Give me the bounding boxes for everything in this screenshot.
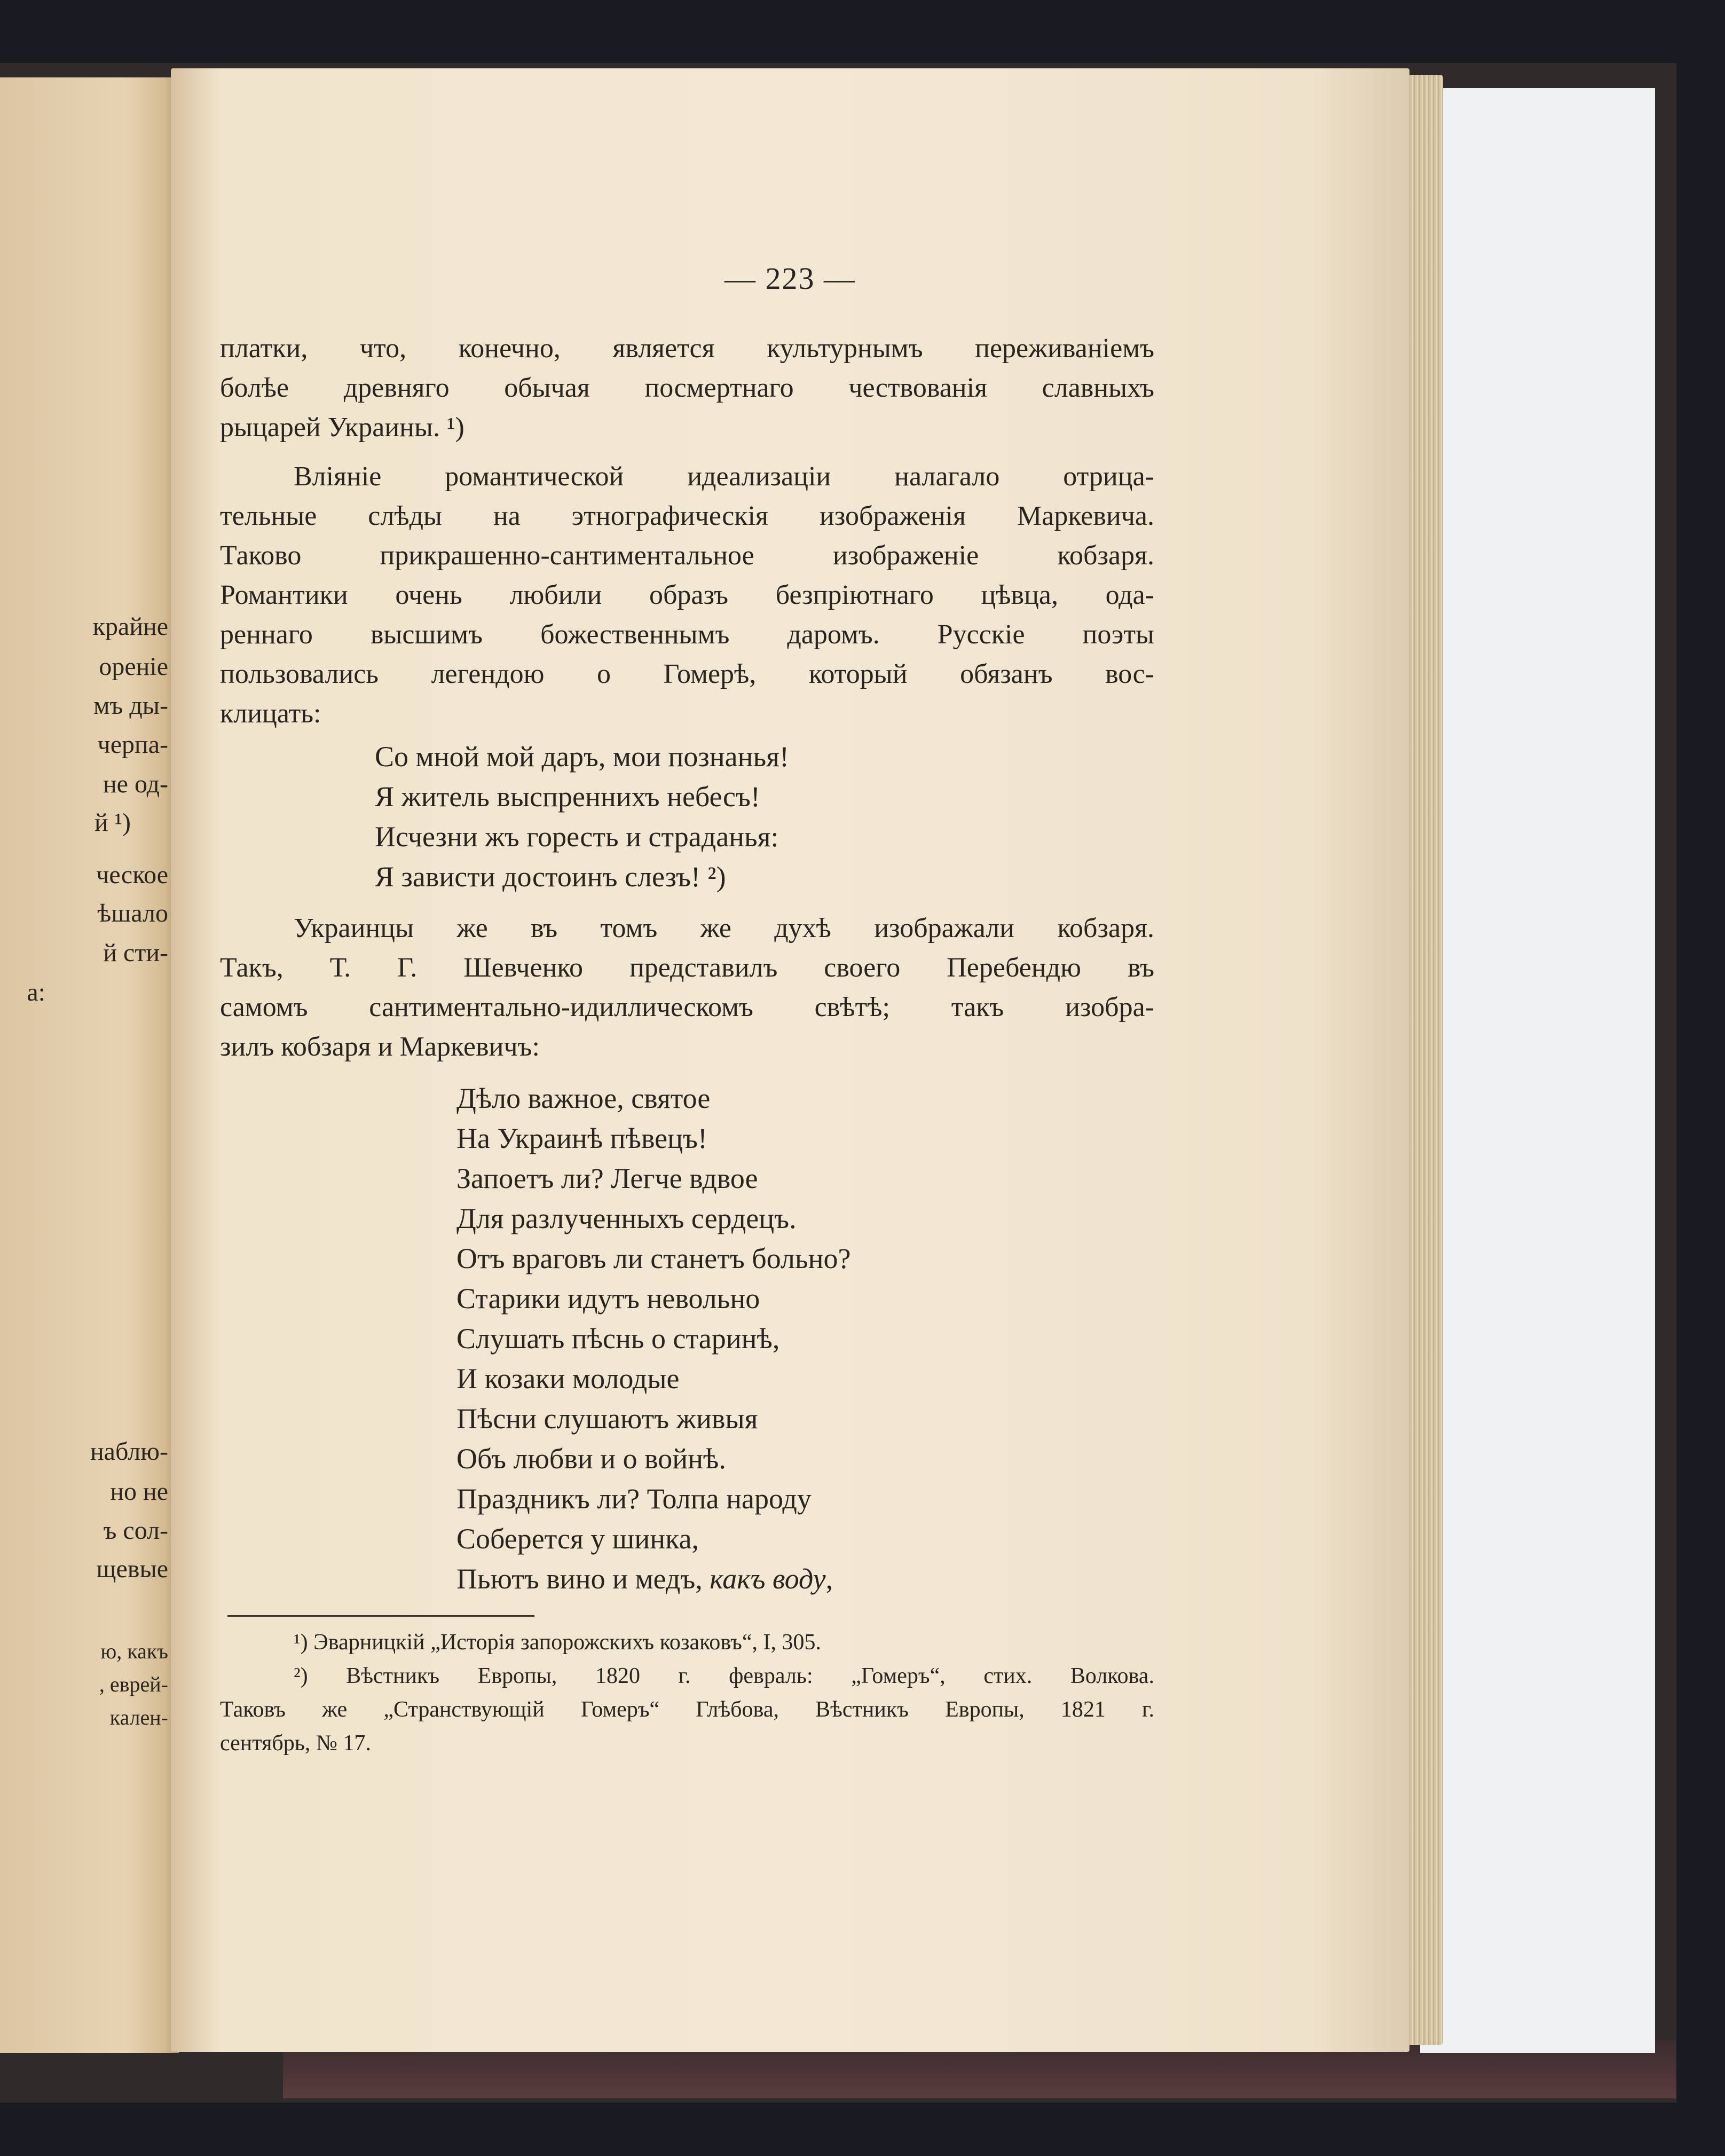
left-page-line: , еврей- xyxy=(99,1672,168,1696)
left-page-line: ю, какъ xyxy=(100,1639,168,1663)
verse-2 xyxy=(456,1079,851,1599)
text-line: зилъ кобзаря и Маркевичъ: xyxy=(220,1032,540,1062)
verse-text: , xyxy=(825,1563,833,1595)
verse-line: Дѣло важное, святое xyxy=(456,1082,711,1114)
left-page-line: щевые xyxy=(96,1555,168,1583)
verse-line: Я житель выспреннихъ небесъ! xyxy=(375,781,760,813)
verse-line xyxy=(456,1559,851,1599)
left-page-line: мъ ды- xyxy=(93,691,168,720)
page-number: — 223 — xyxy=(724,261,856,296)
text-line: пользовались легендою о Гомерѣ, который обязанъ вос- xyxy=(220,659,1154,689)
verse-italic-text: какъ воду xyxy=(710,1563,826,1595)
book-page xyxy=(171,68,1409,2052)
left-page-line: кален- xyxy=(109,1705,168,1729)
text-line: платки, что, конечно, является культурнымъ переживаніемъ xyxy=(220,333,1154,364)
paragraph-2 xyxy=(220,457,1154,694)
left-page-line: й ¹) xyxy=(94,808,131,837)
footnote-2-line: ²) Вѣстникъ Европы, 1820 г. февраль: „Гомеръ“, стих. Волкова. xyxy=(294,1664,1154,1688)
left-page-line: но не xyxy=(110,1477,168,1506)
paragraph-3-end xyxy=(220,1027,1154,1067)
left-page-line: не од- xyxy=(103,770,168,798)
verse-line: Отъ враговъ ли станетъ больно? xyxy=(456,1242,851,1274)
verse-line: Пѣсни слушаютъ живыя xyxy=(456,1403,758,1435)
footnotes xyxy=(220,1626,1154,1760)
footnote-2-line: Таковъ же „Странствующій Гомеръ“ Глѣбова, Вѣстникъ Европы, 1821 г. xyxy=(220,1697,1154,1722)
paragraph-2-end xyxy=(220,694,1154,734)
verse-line: На Украинѣ пѣвецъ! xyxy=(456,1122,707,1154)
verse-line: Объ любви и о войнѣ. xyxy=(456,1443,726,1475)
text-line: Такъ, Т. Г. Шевченко представилъ своего Перебендю въ xyxy=(220,953,1154,983)
left-page-line: ореніе xyxy=(99,652,168,681)
text-line: клицать: xyxy=(220,698,321,729)
page-text xyxy=(171,68,1409,2052)
paragraph-3 xyxy=(220,909,1154,1027)
text-line: Таково прикрашенно-сантиментальное изображеніе кобзаря. xyxy=(220,540,1154,571)
text-line: самомъ сантиментально-идиллическомъ свѣтѣ; такъ изобра- xyxy=(220,992,1154,1022)
left-page-line: наблю- xyxy=(90,1437,168,1466)
left-page-line: крайне xyxy=(92,612,168,641)
paragraph-1 xyxy=(220,329,1154,408)
backing-sheet xyxy=(1420,88,1655,2053)
text-line: Вліяніе романтической идеализаціи налагало отрица- xyxy=(294,461,1154,492)
verse-1 xyxy=(375,737,789,897)
left-page-line: черпа- xyxy=(97,730,168,759)
left-page-line: ѣшало xyxy=(97,899,168,927)
text-line: болѣе древняго обычая посмертнаго чествованія славныхъ xyxy=(220,373,1154,403)
left-page-line: й сти- xyxy=(103,939,168,967)
text-line: тельные слѣды на этнографическія изображенія Маркевича. xyxy=(220,501,1154,531)
verse-line: Соберется у шинка, xyxy=(456,1523,699,1555)
footnote-rule xyxy=(227,1615,534,1617)
verse-line: Праздникъ ли? Толпа народу xyxy=(456,1483,812,1515)
footnote-1: ¹) Эварницкій „Исторія запорожскихъ козаковъ“, I, 305. xyxy=(294,1630,822,1655)
text-line: Романтики очень любили образъ безпріютнаго цѣвца, ода- xyxy=(220,580,1154,610)
text-line: Украинцы же въ томъ же духѣ изображали кобзаря. xyxy=(294,913,1154,943)
left-page-line: а: xyxy=(27,978,45,1006)
left-page-line: ческое xyxy=(96,861,168,889)
verse-line: Слушать пѣснь о старинѣ, xyxy=(456,1323,780,1355)
verse-line: Старики идутъ невольно xyxy=(456,1282,760,1315)
text-line: рыцарей Украины. ¹) xyxy=(220,412,464,443)
text-line: реннаго высшимъ божественнымъ даромъ. Русскіе поэты xyxy=(220,619,1154,650)
verse-line: Со мной мой даръ, мои познанья! xyxy=(375,741,789,773)
paragraph-1-end xyxy=(220,408,1154,447)
verse-text: Пьютъ вино и медъ, xyxy=(456,1563,710,1595)
verse-line: Запоетъ ли? Легче вдвое xyxy=(456,1162,758,1194)
footnote-2-line: сентябрь, № 17. xyxy=(220,1731,371,1756)
left-page-line: ъ сол- xyxy=(103,1516,168,1545)
verse-line: Исчезни жъ горесть и страданья: xyxy=(375,821,779,853)
previous-page xyxy=(0,77,179,2053)
verse-line: Я зависти достоинъ слезъ! ²) xyxy=(375,861,726,893)
verse-line: Для разлученныхъ сердецъ. xyxy=(456,1202,797,1234)
verse-line: И козаки молодые xyxy=(456,1363,680,1395)
